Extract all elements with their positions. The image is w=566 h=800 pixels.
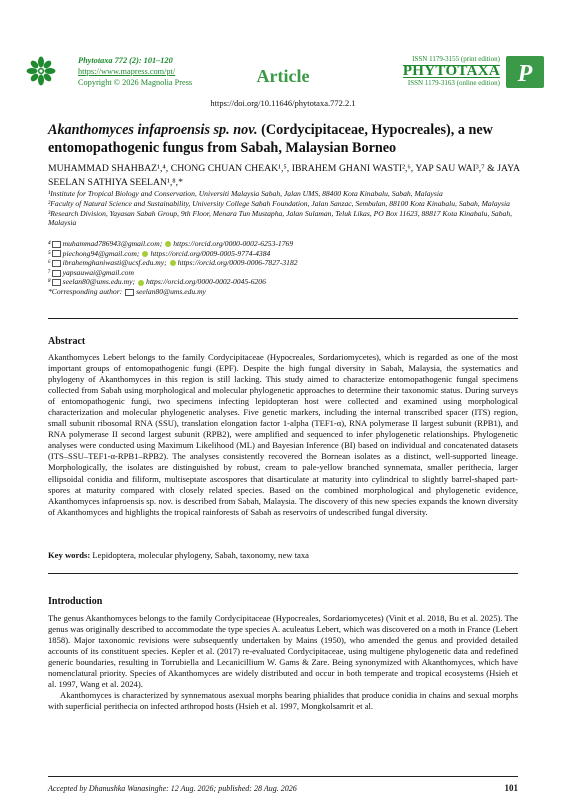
envelope-icon xyxy=(52,260,61,267)
contact-line: ⁵ piechong94@gmail.com; https://orcid.org/0009-0005-9774-4384 xyxy=(48,248,271,258)
contact-line: ⁷ yapsauwai@gmail.com xyxy=(48,267,134,277)
affiliation-1: ¹Institute for Tropical Biology and Conservation, Universiti Malaysia Sabah, Jalan UMS, 88400 Kota Kinabalu, Sabah, Malaysia xyxy=(48,189,443,198)
envelope-icon xyxy=(52,241,61,248)
orcid-icon xyxy=(138,280,144,286)
page-number: 101 xyxy=(504,783,518,793)
contact-email[interactable]: piechong94@gmail.com; xyxy=(62,248,140,258)
issn-online: ISSN 1179-3163 (online edition) xyxy=(407,79,500,87)
orcid-link[interactable]: https://orcid.org/0009-0005-9774-4384 xyxy=(150,248,271,258)
journal-brand-logo xyxy=(506,56,544,88)
introduction-heading: Introduction xyxy=(48,596,103,607)
envelope-icon xyxy=(52,250,61,257)
contact-email[interactable]: ibrahemghaniwasti@ucsf.edu.my; xyxy=(62,258,167,268)
orcid-link[interactable]: https://orcid.org/0009-0006-7827-3182 xyxy=(177,258,298,268)
author-list: MUHAMMAD SHAHBAZ¹,⁴, CHONG CHUAN CHEAK¹,⁵, IBRAHEM GHANI WASTI²,⁶, YAP SAU WAI³,⁷ & JAYA SEELAN SATHIYA SEELAN¹,⁸,* xyxy=(48,163,520,188)
issn-block xyxy=(403,55,500,88)
affiliation-2: ²Faculty of Natural Science and Sustainability, University College Sabah Foundation, Jalan Sanzac, Sembulan, 88100 Kota Kinabalu, Sabah, Malaysia xyxy=(48,198,510,208)
contact-email[interactable]: yapsauwai@gmail.com xyxy=(62,267,134,277)
title-rest: (Cordycipitaceae, Hypocreales), a new entomopathogenic fungus from Sabah, Malaysian Borneo xyxy=(48,122,493,156)
title-species-name: Akanthomyces infaproensis sp. nov. xyxy=(48,122,258,138)
brand-letter-icon xyxy=(506,56,544,88)
doi-link[interactable]: https://doi.org/10.11646/phytotaxa.772.2.1 xyxy=(210,98,356,108)
orcid-icon xyxy=(165,241,171,247)
divider xyxy=(48,573,518,574)
envelope-icon xyxy=(52,270,61,277)
journal-brand: PHYTOTAXA xyxy=(402,63,500,79)
journal-citation: Phytotaxa 772 (2): 101–120 xyxy=(78,56,173,65)
corresponding-email[interactable]: seelan80@ums.edu.my xyxy=(136,286,206,296)
affiliation-3: ³Research Division, Yayasan Sabah Group, 9th Floor, Menara Tun Mustapha, Jalan Sulaman, Teluk Likas, PO Box 11623, 88817 Kota Kinabalu, Sabah, Malaysia xyxy=(48,208,513,228)
contact-line: ⁶ ibrahemghaniwasti@ucsf.edu.my; https://orcid.org/0009-0006-7827-3182 xyxy=(48,258,298,268)
copyright-text: Copyright © 2026 Magnolia Press xyxy=(78,77,193,87)
orcid-link[interactable]: https://orcid.org/0000-0002-6253-1769 xyxy=(173,239,294,248)
affiliations xyxy=(48,189,520,228)
keywords-text: Lepidoptera, molecular phylogeny, Sabah, taxonomy, new taxa xyxy=(90,550,309,560)
article-title xyxy=(48,121,528,157)
introduction-text xyxy=(48,613,518,712)
author-contacts xyxy=(48,239,520,297)
contact-email[interactable]: seelan80@ums.edu.my; xyxy=(62,277,136,287)
intro-paragraph-2: Akanthomyces is characterized by synnematous asexual morphs bearing phialides that produce conidia in chains and sexual morphs with superficial perithecia on infected arthropod hosts (Hsieh et al. 1997, Mongkolsamrit et al. xyxy=(48,690,518,712)
orcid-link[interactable]: https://orcid.org/0000-0002-0045-6206 xyxy=(146,277,266,287)
corresponding-author: *Corresponding author: seelan80@ums.edu.my xyxy=(48,286,206,296)
orcid-icon xyxy=(142,251,148,257)
journal-url-link[interactable]: https://www.mapress.com/pt/ xyxy=(78,66,176,76)
keywords xyxy=(48,550,518,560)
svg-text:P: P xyxy=(517,61,533,87)
footer-dates: Accepted by Dhanushka Wanasinghe: 12 Aug. 2026; published: 28 Aug. 2026 xyxy=(48,784,297,793)
envelope-icon xyxy=(52,279,61,286)
contact-line: ⁸ seelan80@ums.edu.my; https://orcid.org/0000-0002-0045-6206 xyxy=(48,277,266,287)
abstract-text: Akanthomyces Lebert belongs to the family Cordycipitaceae (Hypocreales, Sordariomycetes), which is regarded as one of the most important groups of entomopathogenic fungi (EPF). Despite the high fungal diversity in Sabah, Malaysia, the systematics and phylogeny of Akanthomyces in this region is still lacking. This study aimed to characterize entomopathogenic fungal specimens collected from Sabah using morphological and molecular phylogenetic approaches to determine their taxonomic status. During surveys of entomopathogenic fungi, two specimens infecting lepidopteran host were collected and examined using morphological characterization and molecular phylogenetic analyses. Five genetic markers, including the internal transcribed spacer (ITS) region, small subunit ribosomal RNA (SSU), translation elongation factor 1-alpha (TEF1-α), RNA polymerase II largest subunit (RPB1), and RNA polymerase II second largest subunit (RPB2), were amplified and sequenced to infer phylogenetic relationships. Phylogenetic analyses were conducted using Maximum Likelihood (ML) and Bayesian Inference (BI) based on individual and concatenated datasets (ITS–SSU–TEF1-α-RPB1–RPB2). The analyses consistently recovered the Bornean isolates as a distinct, well-supported lineage. Morphologically, the isolates are distinguished by robust, cream to pale-yellow branched synnemata, smaller perithecia, larger ellipsoidal conidia and filiform, multiseptate ascospores that disarticulate at maturity into cylindrical to slightly barrel-shaped part-spores at maturity compared with closely related species. Based on the combined morphological and phylogenetic evidence, Akanthomyces infaproensis sp. nov. is described from Sabah, Malaysia. The discovery of this new species expands the known diversity of Akanthomyces and highlights the tropical rainforests of Sabah as reservoirs of undescribed fungal diversity. xyxy=(48,352,518,517)
contact-email[interactable]: muhammad786943@gmail.com; xyxy=(62,239,163,248)
envelope-icon xyxy=(125,289,134,296)
contact-line: ⁴ muhammad786943@gmail.com; https://orcid.org/0000-0002-6253-1769 xyxy=(48,239,294,248)
intro-paragraph-1: The genus Akanthomyces belongs to the family Cordycipitaceae (Hypocreales, Sordariomycetes) (Vinit et al. 2018, Bu et al. 2025). The genus was originally described to accommodate the type species A. aculeatus Lebert, which was discovered on a moth in France (Lebert 1858). Major taxonomic revisions were subsequently undertaken by Mains (1950), who amended the genus and provided detailed accounts of its constituent species. Kepler et al. (2017) re-evaluated Cordycipitaceae, using multigene phylogenetic data and redefined generic boundaries, resulting in Torrubiella and Lecanicillium W. Gams & Zare. Being synonymized with Akanthomyces, which have nomenclatural priority. Species of Akanthomyces are widely distributed and occur in both temperate and tropical ecosystems (Hsieh et al. 1997, Wang et al. 2024). xyxy=(48,613,518,690)
divider xyxy=(48,776,518,777)
divider xyxy=(48,318,518,319)
orcid-icon xyxy=(170,260,176,266)
article-type-label: Article xyxy=(256,66,310,86)
abstract-heading: Abstract xyxy=(48,336,86,347)
keywords-label: Key words: xyxy=(48,550,91,560)
issn-print: ISSN 1179-3155 (print edition) xyxy=(412,55,500,63)
